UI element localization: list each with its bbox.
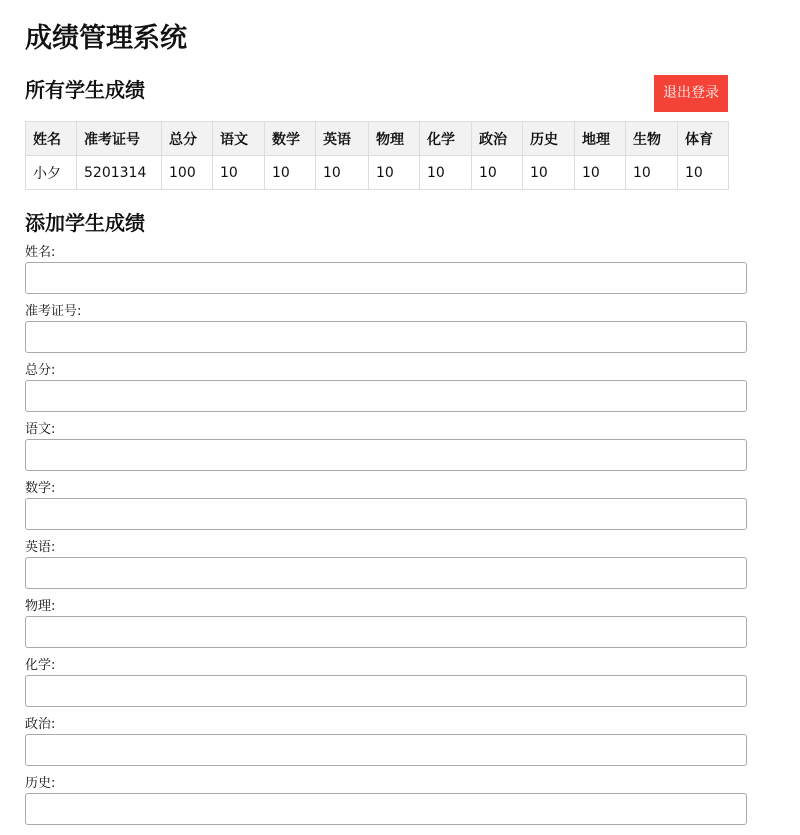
form-field — [25, 599, 747, 658]
field-input[interactable] — [25, 321, 747, 353]
table-cell: 10 — [575, 156, 626, 190]
field-input[interactable] — [25, 498, 747, 530]
column-header: 语文 — [213, 122, 265, 156]
table-cell: 10 — [420, 156, 472, 190]
table-header-row — [26, 122, 729, 156]
field-label: 英语: — [25, 540, 56, 555]
column-header: 政治 — [472, 122, 523, 156]
column-header: 姓名 — [26, 122, 77, 156]
table-cell: 10 — [265, 156, 316, 190]
column-header: 化学 — [420, 122, 472, 156]
form-field — [25, 245, 747, 304]
table-row — [26, 156, 729, 190]
page — [25, 18, 747, 835]
field-input[interactable] — [25, 793, 747, 825]
column-header: 体育 — [678, 122, 729, 156]
field-label: 历史: — [25, 776, 56, 791]
column-header: 准考证号 — [77, 122, 162, 156]
form-field — [25, 776, 747, 835]
table-cell: 10 — [626, 156, 678, 190]
table-cell: 小夕 — [26, 156, 77, 190]
table-cell: 10 — [213, 156, 265, 190]
form-field — [25, 717, 747, 776]
add-score-form — [25, 245, 747, 835]
form-field — [25, 658, 747, 717]
field-input[interactable] — [25, 734, 747, 766]
column-header: 总分 — [162, 122, 213, 156]
table-cell: 10 — [523, 156, 575, 190]
field-input[interactable] — [25, 675, 747, 707]
page-title: 成绩管理系统 — [25, 23, 187, 54]
field-input[interactable] — [25, 439, 747, 471]
column-header: 历史 — [523, 122, 575, 156]
field-input[interactable] — [25, 380, 747, 412]
field-input[interactable] — [25, 616, 747, 648]
add-section-title: 添加学生成绩 — [25, 211, 145, 235]
column-header: 物理 — [369, 122, 420, 156]
table-cell: 10 — [678, 156, 729, 190]
field-label: 准考证号: — [25, 304, 82, 319]
field-label: 姓名: — [25, 245, 56, 260]
logout-button[interactable]: 退出登录 — [654, 75, 728, 112]
column-header: 地理 — [575, 122, 626, 156]
field-label: 物理: — [25, 599, 56, 614]
form-field — [25, 363, 747, 422]
field-label: 政治: — [25, 717, 56, 732]
field-label: 总分: — [25, 363, 56, 378]
table-cell: 10 — [472, 156, 523, 190]
form-field — [25, 422, 747, 481]
column-header: 生物 — [626, 122, 678, 156]
field-label: 化学: — [25, 658, 56, 673]
field-label: 语文: — [25, 422, 56, 437]
scores-header — [25, 75, 747, 121]
table-body — [26, 156, 729, 190]
table-cell: 5201314 — [77, 156, 162, 190]
field-input[interactable] — [25, 557, 747, 589]
table-cell: 10 — [369, 156, 420, 190]
field-input[interactable] — [25, 262, 747, 294]
column-header: 数学 — [265, 122, 316, 156]
table-cell: 10 — [316, 156, 369, 190]
scores-section-title: 所有学生成绩 — [25, 78, 145, 102]
scores-table — [25, 121, 729, 190]
field-label: 数学: — [25, 481, 56, 496]
form-field — [25, 481, 747, 540]
column-header: 英语 — [316, 122, 369, 156]
form-field — [25, 540, 747, 599]
form-field — [25, 304, 747, 363]
table-cell: 100 — [162, 156, 213, 190]
